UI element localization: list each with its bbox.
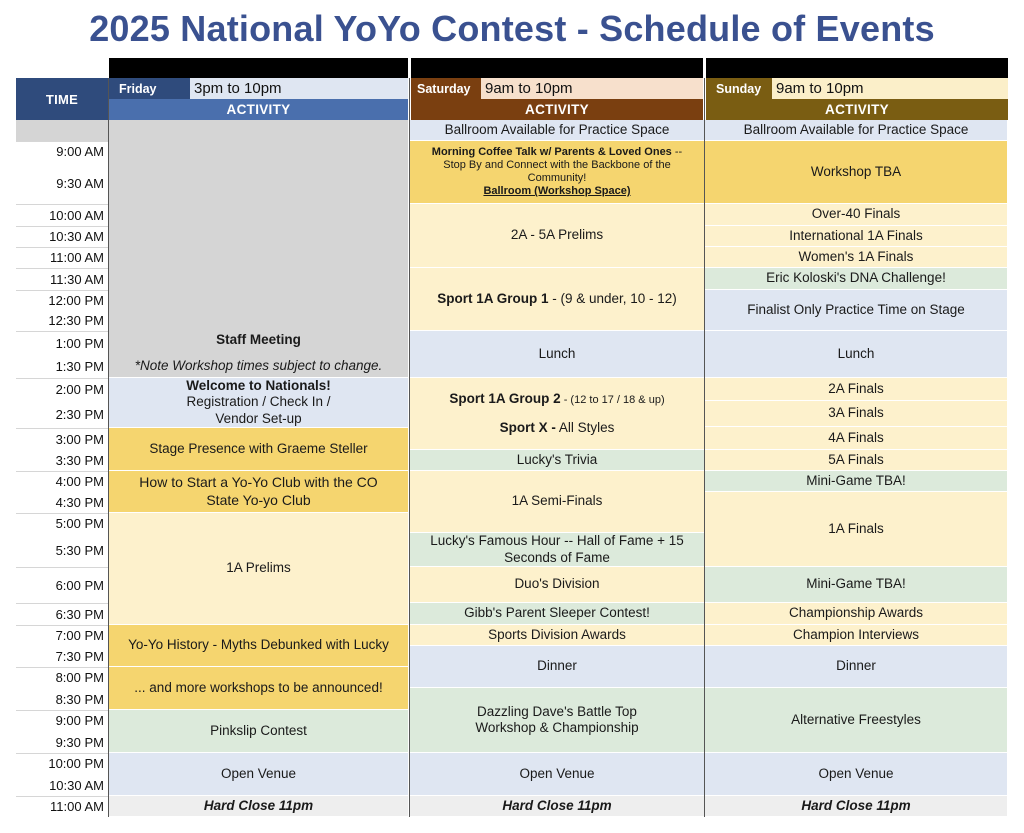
time-separator	[16, 710, 108, 711]
over40-text: Over-40 Finals	[811, 206, 901, 222]
saturday-gibbs	[410, 603, 705, 625]
more-workshops-text: ... and more workshops to be announced!	[134, 679, 383, 695]
time-separator	[16, 226, 108, 227]
prelims-2a5a-text: 2A - 5A Prelims	[510, 227, 604, 243]
champ-awards-text: Championship Awards	[788, 605, 924, 621]
sunday-label: Sunday	[706, 78, 772, 99]
champ-interviews-text: Champion Interviews	[792, 626, 920, 642]
friday-1a-prelims	[109, 513, 409, 625]
time-label: 11:00 AM	[50, 799, 104, 814]
saturday-coffee-talk	[410, 141, 705, 204]
sunday-workshop	[705, 141, 1008, 204]
sunday-2a-finals	[705, 378, 1008, 401]
sunday-activity-header: ACTIVITY	[706, 99, 1008, 120]
time-label: 3:30 PM	[55, 453, 104, 468]
famous-line-1: Lucky's Famous Hour -- Hall of Fame + 15	[430, 533, 684, 549]
friday-label: Friday	[109, 78, 190, 99]
friday-more-workshops	[109, 667, 409, 710]
f4a-text: 4A Finals	[828, 429, 884, 445]
friday-stage-presence	[109, 428, 409, 471]
welcome-line-2: Vendor Set-up	[215, 410, 302, 426]
welcome-line-1: Registration / Check In /	[186, 394, 331, 410]
finalist-text: Finalist Only Practice Time on Stage	[747, 301, 965, 317]
sun-open-venue-text: Open Venue	[818, 765, 894, 781]
header-bar-friday	[109, 58, 408, 78]
workshop-note: *Note Workshop times subject to change.	[134, 357, 383, 373]
time-label: 11:30 AM	[50, 271, 104, 287]
saturday-sport1a-group1	[410, 268, 705, 331]
stage-presence-text: Stage Presence with Graeme Steller	[149, 440, 368, 456]
saturday-hours: 9am to 10pm	[481, 78, 703, 99]
time-label: 1:30 PM	[55, 359, 104, 374]
time-label: 9:30 PM	[55, 734, 104, 750]
friday-history	[109, 625, 409, 667]
coffee-location: Ballroom (Workshop Space)	[483, 185, 631, 198]
time-separator	[16, 268, 108, 269]
famous-line-2: Seconds of Fame	[504, 549, 610, 565]
sportx-detail: All Styles	[555, 419, 615, 435]
sunday-alt-freestyles	[705, 688, 1008, 753]
sunday-minigame-2	[705, 567, 1008, 603]
sat-ballroom-text: Ballroom Available for Practice Space	[444, 121, 670, 137]
coffee-line-1	[432, 146, 682, 159]
saturday-duos	[410, 567, 705, 603]
time-header: TIME	[16, 78, 108, 120]
divider-saturday	[704, 78, 705, 817]
saturday-semis	[410, 471, 705, 533]
coffee-title: Morning Coffee Talk w/ Parents & Loved Ones	[431, 145, 672, 158]
minigame1-text: Mini-Game TBA!	[806, 472, 906, 488]
divider-friday	[409, 78, 410, 817]
time-label: 12:00 PM	[48, 292, 104, 308]
club-line-2: State Yo-yo Club	[206, 491, 311, 508]
time-label: 9:30 AM	[56, 175, 104, 191]
friday-welcome	[109, 378, 409, 428]
sat-hard-close-text: Hard Close 11pm	[502, 797, 612, 813]
sunday-over40	[705, 204, 1008, 226]
header-bar-saturday	[411, 58, 703, 78]
sport2-detail: - (12 to 17 / 18 & up)	[560, 394, 665, 407]
friday-hours: 3pm to 10pm	[190, 78, 408, 99]
friday-hard-close	[109, 796, 409, 817]
time-label: 10:00 PM	[48, 756, 104, 771]
time-label: 5:30 PM	[55, 542, 104, 558]
time-separator	[16, 141, 108, 142]
staff-meeting: Staff Meeting	[216, 332, 301, 348]
time-label: 11:00 AM	[50, 250, 104, 265]
coffee-line-3: Community!	[527, 172, 587, 184]
friday-hard-close-text: Hard Close 11pm	[203, 797, 314, 813]
sunday-3a-finals	[705, 401, 1008, 427]
saturday-2a5a-prelims	[410, 204, 705, 268]
friday-staff-block	[109, 120, 409, 378]
time-separator	[16, 471, 108, 472]
sunday-dinner	[705, 646, 1008, 688]
sunday-lunch	[705, 331, 1008, 378]
sunday-ballroom	[705, 120, 1008, 141]
sun-hard-close-text: Hard Close 11pm	[801, 797, 911, 813]
time-label: 4:30 PM	[55, 495, 104, 510]
saturday-ballroom	[410, 120, 705, 141]
sun-lunch-text: Lunch	[837, 345, 875, 361]
time-separator	[16, 603, 108, 604]
header-bar-sunday	[706, 58, 1008, 78]
gibbs-text: Gibb's Parent Sleeper Contest!	[464, 605, 650, 621]
saturday-trivia	[410, 450, 705, 471]
prelims-1a-text: 1A Prelims	[226, 560, 291, 576]
time-label: 9:00 AM	[56, 144, 104, 159]
sunday-open-venue	[705, 753, 1008, 796]
f2a-text: 2A Finals	[828, 380, 884, 396]
semis-text: 1A Semi-Finals	[511, 493, 603, 509]
friday-pinkslip	[109, 710, 409, 753]
coffee-line-2: Stop By and Connect with the Backbone of the	[443, 158, 671, 171]
womens-text: Women's 1A Finals	[798, 248, 914, 264]
sunday-champ-interviews	[705, 625, 1008, 646]
time-label: 2:30 PM	[55, 407, 104, 422]
saturday-hard-close	[410, 796, 705, 817]
sat-dinner-text: Dinner	[537, 658, 577, 674]
saturday-lunch	[410, 331, 705, 378]
sportx-title: Sport X -	[499, 419, 556, 435]
saturday-battle-top	[410, 688, 705, 753]
saturday-sport-group2-x	[410, 378, 705, 450]
saturday-open-venue	[410, 753, 705, 796]
saturday-label: Saturday	[411, 78, 481, 99]
sport1-title: Sport 1A Group 1	[437, 290, 549, 306]
time-spacer	[16, 120, 108, 141]
time-separator	[16, 753, 108, 754]
sportx-line	[500, 420, 615, 436]
time-separator	[16, 247, 108, 248]
sat-lunch-text: Lunch	[538, 345, 576, 361]
time-label: 2:00 PM	[55, 382, 104, 397]
saturday-dinner	[410, 646, 705, 688]
sunday-4a-finals	[705, 427, 1008, 450]
time-label: 12:30 PM	[48, 313, 104, 328]
divider-time	[108, 78, 109, 817]
dave-line-1: Dazzling Dave's Battle Top	[477, 703, 637, 719]
time-separator	[16, 567, 108, 568]
pinkslip-text: Pinkslip Contest	[210, 722, 307, 738]
sunday-minigame-1	[705, 471, 1008, 492]
club-line-1: How to Start a Yo-Yo Club with the CO	[139, 474, 378, 491]
sun-workshop-text: Workshop TBA	[810, 163, 902, 179]
time-separator	[16, 796, 108, 797]
time-label: 5:00 PM	[55, 515, 104, 531]
time-label: 4:00 PM	[55, 474, 104, 489]
intl-text: International 1A Finals	[789, 227, 923, 243]
time-separator	[16, 378, 108, 379]
sunday-champ-awards	[705, 603, 1008, 625]
time-separator	[16, 204, 108, 205]
sun-ballroom-text: Ballroom Available for Practice Space	[743, 121, 969, 137]
sunday-5a-finals	[705, 450, 1008, 471]
time-label: 3:00 PM	[55, 431, 104, 447]
f5a-text: 5A Finals	[828, 451, 884, 467]
time-label: 6:00 PM	[55, 577, 104, 593]
sport1-detail: - (9 & under, 10 - 12)	[548, 290, 677, 306]
saturday-famous-hour	[410, 533, 705, 567]
time-label: 8:30 PM	[55, 691, 104, 707]
time-separator	[16, 513, 108, 514]
coffee-dash: --	[671, 145, 683, 158]
time-label: 10:30 AM	[49, 777, 104, 793]
alt-text: Alternative Freestyles	[791, 711, 921, 727]
sunday-finalist-practice	[705, 290, 1008, 331]
time-label: 7:00 PM	[55, 628, 104, 643]
time-separator	[16, 290, 108, 291]
history-text: Yo-Yo History - Myths Debunked with Lucky	[128, 637, 389, 653]
trivia-text: Lucky's Trivia	[516, 451, 598, 467]
saturday-sports-awards	[410, 625, 705, 646]
time-label: 10:00 AM	[49, 207, 104, 223]
friday-open-venue	[109, 753, 409, 796]
time-label: 7:30 PM	[55, 649, 104, 664]
sport2-line	[449, 391, 664, 407]
time-label: 9:00 PM	[55, 713, 104, 728]
sunday-womens	[705, 247, 1008, 268]
sunday-1a-finals	[705, 492, 1008, 567]
sports-awards-text: Sports Division Awards	[488, 626, 626, 642]
sat-open-venue-text: Open Venue	[519, 765, 595, 781]
time-label: 10:30 AM	[49, 229, 104, 244]
sunday-dna	[705, 268, 1008, 290]
sunday-hard-close	[705, 796, 1008, 817]
time-label: 6:30 PM	[55, 606, 104, 622]
dave-line-2: Workshop & Championship	[475, 720, 639, 735]
minigame2-text: Mini-Game TBA!	[806, 576, 906, 592]
sunday-intl	[705, 226, 1008, 247]
time-separator	[16, 667, 108, 668]
sport1-line	[437, 291, 677, 307]
time-label: 1:00 PM	[55, 335, 104, 351]
time-separator	[16, 428, 108, 429]
friday-activity-header: ACTIVITY	[109, 99, 408, 120]
dna-text: Eric Koloski's DNA Challenge!	[766, 270, 946, 286]
friday-open-venue-text: Open Venue	[220, 765, 297, 781]
time-separator	[16, 331, 108, 332]
friday-yoyo-club	[109, 471, 409, 513]
finals1a-text: 1A Finals	[828, 520, 884, 536]
sun-dinner-text: Dinner	[836, 658, 876, 674]
duos-text: Duo's Division	[514, 576, 600, 592]
page-title: 2025 National YoYo Contest - Schedule of Events	[89, 8, 935, 49]
saturday-activity-header: ACTIVITY	[411, 99, 703, 120]
time-label: 8:00 PM	[55, 670, 104, 685]
f3a-text: 3A Finals	[828, 405, 884, 421]
welcome-title: Welcome to Nationals!	[186, 378, 331, 393]
time-separator	[16, 625, 108, 626]
sunday-hours: 9am to 10pm	[772, 78, 1008, 99]
sport2-title: Sport 1A Group 2	[449, 391, 561, 407]
